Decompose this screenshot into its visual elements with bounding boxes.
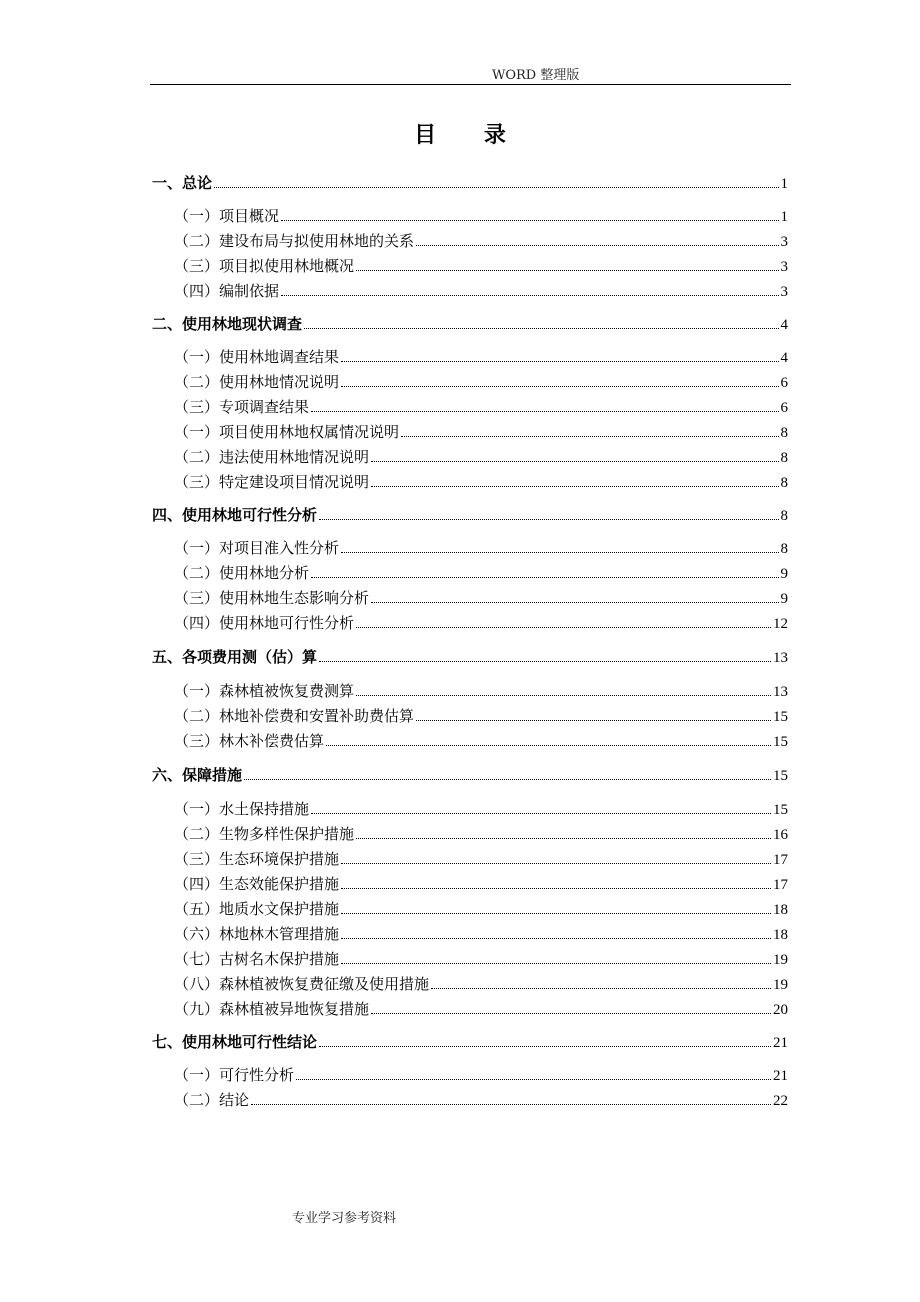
toc-dot-leader [251,1103,771,1105]
toc-dot-leader [319,518,778,520]
toc-chapter-entry[interactable] [152,313,788,335]
toc-page-number: 6 [780,375,788,391]
toc-entry-label: （四）生态效能保护措施 [174,875,340,893]
toc-section-entry[interactable] [174,1064,788,1086]
toc-dot-leader [356,837,771,839]
toc-entry-label: （二）结论 [174,1091,250,1109]
toc-page-number: 8 [780,508,788,524]
toc-section-entry[interactable] [174,612,788,634]
toc-entry-label: （一）使用林地调查结果 [174,348,340,366]
toc-chapter-entry[interactable] [152,1031,788,1053]
toc-page-number: 8 [780,450,788,466]
toc-entry-label: 二、使用林地现状调查 [152,315,303,333]
toc-entry-label: （一）森林植被恢复费测算 [174,682,355,700]
toc-section-entry[interactable] [174,923,788,945]
toc-dot-leader [341,385,778,387]
toc-section-entry[interactable] [174,396,788,418]
toc-page-number: 13 [773,684,788,700]
toc-section-entry[interactable] [174,948,788,970]
toc-section-entry[interactable] [174,823,788,845]
toc-page-number: 19 [773,952,788,968]
toc-entry-label: （二）生物多样性保护措施 [174,825,355,843]
toc-dot-leader [296,1078,771,1080]
toc-section-entry[interactable] [174,280,788,302]
toc-page-number: 4 [780,317,788,333]
toc-section-entry[interactable] [174,230,788,252]
toc-page-number: 8 [780,475,788,491]
toc-entry-label: （四）编制依据 [174,282,280,300]
toc-section-entry[interactable] [174,848,788,870]
toc-section-entry[interactable] [174,471,788,493]
toc-page-number: 9 [780,566,788,582]
toc-dot-leader [311,812,771,814]
toc-page-number: 8 [780,541,788,557]
toc-page-number: 17 [773,877,788,893]
toc-section-entry[interactable] [174,537,788,559]
toc-section-entry[interactable] [174,680,788,702]
toc-page-number: 19 [773,977,788,993]
toc-dot-leader [281,219,778,221]
toc-dot-leader [281,294,778,296]
toc-entry-label: （七）古树名木保护措施 [174,950,340,968]
toc-entry-label: （三）项目拟使用林地概况 [174,257,355,275]
toc-entry-label: （一）可行性分析 [174,1066,295,1084]
toc-dot-leader [341,962,771,964]
toc-dot-leader [326,744,771,746]
toc-entry-label: （四）使用林地可行性分析 [174,614,355,632]
toc-dot-leader [431,987,771,989]
toc-section-entry[interactable] [174,587,788,609]
toc-entry-label: （五）地质水文保护措施 [174,900,340,918]
toc-entry-label: （三）林木补偿费估算 [174,732,325,750]
toc-dot-leader [244,778,771,780]
toc-section-entry[interactable] [174,730,788,752]
toc-entry-label: （二）使用林地情况说明 [174,373,340,391]
toc-section-entry[interactable] [174,873,788,895]
toc-dot-leader [319,660,771,662]
toc-page-number: 12 [773,616,788,632]
toc-entry-label: （九）森林植被异地恢复措施 [174,1000,370,1018]
toc-section-entry[interactable] [174,562,788,584]
toc-dot-leader [371,601,778,603]
toc-section-entry[interactable] [174,371,788,393]
toc-dot-leader [356,626,771,628]
toc-page-number: 6 [780,400,788,416]
page-title: 目 录 [414,123,526,148]
toc-entry-label: （一）对项目准入性分析 [174,539,340,557]
toc-entry-label: 五、各项费用测（估）算 [152,648,318,666]
toc-section-entry[interactable] [174,973,788,995]
toc-dot-leader [371,485,778,487]
toc-page-number: 18 [773,927,788,943]
toc-page-number: 4 [780,350,788,366]
toc-page-number: 3 [780,234,788,250]
toc-page-number: 13 [773,650,788,666]
toc-page-number: 21 [773,1068,788,1084]
toc-page-number: 9 [780,591,788,607]
toc-dot-leader [356,694,771,696]
toc-page-number: 15 [773,734,788,750]
toc-section-entry[interactable] [174,898,788,920]
toc-chapter-entry[interactable] [152,172,788,194]
toc-entry-label: （八）森林植被恢复费征缴及使用措施 [174,975,430,993]
toc-dot-leader [371,1012,771,1014]
toc-entry-label: （一）水土保持措施 [174,800,310,818]
toc-entry-label: （二）建设布局与拟使用林地的关系 [174,232,415,250]
toc-dot-leader [319,1045,771,1047]
toc-page-number: 20 [773,1002,788,1018]
toc-entry-label: （一）项目使用林地权属情况说明 [174,423,400,441]
toc-dot-leader [341,937,771,939]
toc-section-entry[interactable] [174,705,788,727]
toc-dot-leader [214,186,778,188]
toc-section-entry[interactable] [174,446,788,468]
toc-entry-label: 四、使用林地可行性分析 [152,506,318,524]
toc-page-number: 1 [780,176,788,192]
toc-page-number: 3 [780,284,788,300]
toc-page-number: 15 [773,802,788,818]
toc-entry-label: （一）项目概况 [174,207,280,225]
toc-page-number: 22 [773,1093,788,1109]
toc-dot-leader [341,551,778,553]
toc-section-entry[interactable] [174,205,788,227]
toc-entry-label: 一、总论 [152,174,213,192]
toc-dot-leader [416,719,771,721]
toc-section-entry[interactable] [174,798,788,820]
toc-entry-label: （二）使用林地分析 [174,564,310,582]
toc-dot-leader [341,887,771,889]
toc-dot-leader [304,327,778,329]
toc-page-number: 16 [773,827,788,843]
toc-dot-leader [416,244,778,246]
toc-chapter-entry[interactable] [152,504,788,526]
toc-entry-label: （三）专项调查结果 [174,398,310,416]
toc-entry-label: 七、使用林地可行性结论 [152,1033,318,1051]
toc-chapter-entry[interactable] [152,646,788,668]
toc-entry-label: （三）特定建设项目情况说明 [174,473,370,491]
toc-page-number: 17 [773,852,788,868]
toc-dot-leader [371,460,778,462]
toc-section-entry[interactable] [174,421,788,443]
toc-page-number: 18 [773,902,788,918]
toc-dot-leader [401,435,778,437]
toc-section-entry[interactable] [174,1089,788,1111]
toc-chapter-entry[interactable] [152,764,788,786]
toc-page-number: 3 [780,259,788,275]
toc-page-number: 1 [780,209,788,225]
toc-section-entry[interactable] [174,255,788,277]
toc-page-number: 15 [773,709,788,725]
toc-dot-leader [341,360,778,362]
toc-page-number: 15 [773,768,788,784]
toc-page-number: 8 [780,425,788,441]
page-footer-label: 专业学习参考资料 [292,1211,397,1226]
toc-entry-label: （二）违法使用林地情况说明 [174,448,370,466]
toc-dot-leader [356,269,778,271]
page-header-label: WORD 整理版 [492,68,580,83]
toc-entry-label: （三）生态环境保护措施 [174,850,340,868]
toc-section-entry[interactable] [174,346,788,368]
toc-dot-leader [341,862,771,864]
toc-entry-label: （三）使用林地生态影响分析 [174,589,370,607]
toc-dot-leader [341,912,771,914]
toc-entry-label: 六、保障措施 [152,766,243,784]
toc-page-number: 21 [773,1035,788,1051]
toc-dot-leader [311,576,778,578]
toc-dot-leader [311,410,778,412]
header-divider [150,84,791,85]
toc-entry-label: （六）林地林木管理措施 [174,925,340,943]
toc-entry-label: （二）林地补偿费和安置补助费估算 [174,707,415,725]
toc-section-entry[interactable] [174,998,788,1020]
